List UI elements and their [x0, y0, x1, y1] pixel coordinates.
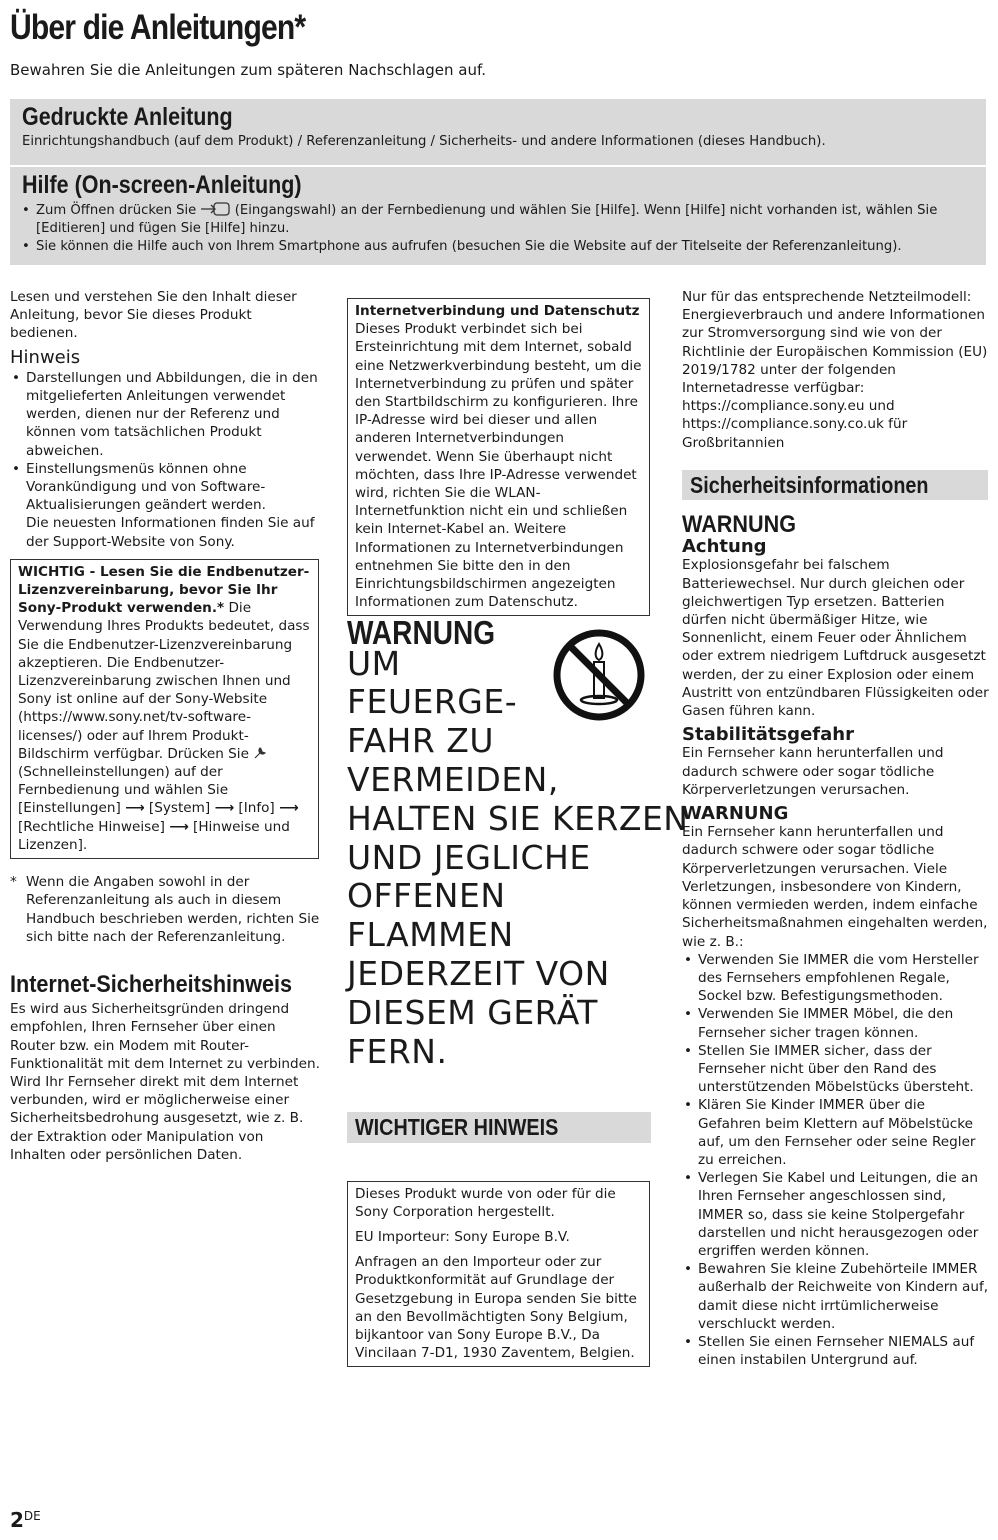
arrow-icon: ⟶: [279, 800, 299, 817]
hinweis-extra: Die neuesten Informationen finden Sie auf der Support-Website von Sony.: [26, 515, 315, 550]
eula-bold: WICHTIG - Lesen Sie die Endbenutzer-Lizenzvereinbarung, bevor Sie Ihr Sony-Produkt verwenden.*: [18, 563, 310, 617]
printed-manual-box: [10, 99, 986, 165]
arrow-icon: ⟶: [125, 800, 145, 817]
list-item: • Verwenden Sie IMMER die vom Hersteller des Fernsehers empfohlenen Regale, Sockel bzw. Befestigungsmethoden.: [682, 951, 990, 1006]
stability-heading: Stabilitätsgefahr: [682, 724, 854, 746]
privacy-heading: Internetverbindung und Datenschutz: [355, 303, 640, 319]
internet-security-heading: Internet-Sicherheitshinweis: [10, 970, 293, 998]
column-middle: [347, 298, 689, 1367]
important-notice-heading: WICHTIGER HINWEIS: [355, 1114, 559, 1141]
privacy-box: [347, 298, 650, 616]
footnote: * Wenn die Angaben sowohl in der Referenzanleitung als auch in diesem Handbuch beschrieben werden, richten Sie sich bitte nach der Referenzanleitung.: [10, 873, 320, 946]
list-item: • Darstellungen und Abbildungen, die in den mitgelieferten Anleitungen verwendet werden, dienen nur der Referenz und können vom tatsächlichen Produkt abweichen.: [10, 369, 320, 460]
internet-security-text: Es wird aus Sicherheitsgründen dringend empfohlen, Ihren Fernseher über einen Router bzw. ein Modem mit Router-Funktionalität mit dem Internet zu verbinden. Wird Ihr Fernseher direkt mit dem Internet verbunden, wird er möglicherweise einer Sicherheitsbedrohung ausgesetzt, wie z. B. der Extraktion oder Manipulation von Inhalten oder persönlichen Daten.: [10, 1001, 320, 1163]
quick-settings-icon: [253, 746, 267, 762]
warnung-heading: WARNUNG: [682, 511, 796, 539]
eula-text2: (Schnelleinstellungen) auf der Fernbedienung und wählen Sie: [18, 764, 229, 799]
column-left: [10, 288, 320, 1164]
column-right: [682, 288, 990, 1369]
eula-text: Die Verwendung Ihres Produkts bedeutet, dass Sie die Endbenutzer-Lizenzvereinbarung akzeptieren. Die Endbenutzer-Lizenzvereinbarung zwischen Ihnen und Sony ist online auf der Sony-Website (https://www.sony.net/tv-software-licenses/) oder auf Ihrem Produkt-Bildschirm verfügbar. Drücken Sie: [18, 600, 310, 762]
language-code: DE: [23, 1509, 41, 1523]
page-subtitle: Bewahren Sie die Anleitungen zum späteren Nachschlagen auf.: [10, 61, 486, 79]
notice-p1: Dieses Produkt wurde von oder für die Sony Corporation hergestellt.: [355, 1185, 616, 1220]
fire-warning-text: UM FEUERGE- FAHR ZU VERMEIDEN, HALTEN SIE KERZEN UND JEGLICHE OFFENEN FLAMMEN JEDERZEIT VON DIESEM GERÄT FERN.: [347, 643, 689, 1071]
list-item: • Stellen Sie IMMER sicher, dass der Fernseher nicht über den Rand des unterstützenden Möbelstücks übersteht.: [682, 1042, 990, 1097]
hinweis-list: [10, 369, 320, 515]
important-notice-box: [347, 1181, 650, 1368]
fire-warning: [347, 614, 689, 1094]
safety-heading: Sicherheitsinformationen: [690, 471, 929, 498]
important-notice-header: [347, 1112, 651, 1142]
list-item: • Klären Sie Kinder IMMER über die Gefahren beim Klettern auf Möbelstücke auf, um den Fernseher oder seine Regler zu erreichen.: [682, 1096, 990, 1169]
printed-manual-heading: Gedruckte Anleitung: [22, 103, 233, 131]
no-candle-icon: [552, 628, 646, 727]
safety-list: [682, 951, 990, 1370]
energy-text: Nur für das entsprechende Netzteilmodell: Energieverbrauch und andere Informationen zur Stromversorgung sind wie von der Richtlinie der Europäischen Kommission (EU) 2019/1782 unter der folgenden Internetadresse verfügbar: https://compliance.sony.eu und https://compliance.sony.co.uk für Großbritannien: [682, 289, 988, 451]
warnung2-heading: WARNUNG: [682, 803, 789, 825]
list-item: • Einstellungsmenüs können ohne Vorankündigung und von Software-Aktualisierungen geändert werden.: [10, 460, 320, 515]
help-item: • Sie können die Hilfe auch von Ihrem Smartphone aus aufrufen (besuchen Sie die Website auf der Titelseite der Referenzanleitung).: [22, 238, 974, 256]
safety-header: [682, 470, 988, 500]
list-item: • Stellen Sie einen Fernseher NIEMALS auf einen instabilen Untergrund auf.: [682, 1333, 990, 1369]
stability-text: Ein Fernseher kann herunterfallen und dadurch schwere oder sogar tödliche Körperverletzungen verursachen.: [682, 745, 944, 798]
arrow-icon: ⟶: [169, 818, 189, 835]
list-item: • Verwenden Sie IMMER Möbel, die den Fernseher sicher tragen können.: [682, 1005, 990, 1041]
intro-text: Lesen und verstehen Sie den Inhalt dieser Anleitung, bevor Sie dieses Produkt bedienen.: [10, 289, 297, 342]
page-title: Über die Anleitungen*: [10, 8, 306, 47]
eula-box: WICHTIG - Lesen Sie die Endbenutzer-Lizenzvereinbarung, bevor Sie Ihr Sony-Produkt verwenden.* Die Verwendung Ihres Produkts bedeutet, dass Sie die Endbenutzer-Lizenzvereinbarung akzeptieren. Die Endbenutzer-Lizenzvereinbarung zwischen Ihnen und Sony ist online auf der Sony-Website (https://www.sony.net/tv-software-licenses/) oder auf Ihrem Produkt-Bildschirm verfügbar. Drücken Sie (Schnelleinstellungen) auf der Fernbedienung und wählen Sie [Einstellungen] ⟶ [System] ⟶ [Info] ⟶ [Rechtliche Hinweise] ⟶ [Hinweise und Lizenzen].: [10, 559, 319, 859]
warnung2-text: Ein Fernseher kann herunterfallen und dadurch schwere oder sogar tödliche Körperverletzungen verursachen. Viele Verletzungen, insbesondere von Kindern, können vermieden werden, indem einfache Sicherheitsmaßnahmen eingehalten werden, wie z. B.:: [682, 824, 988, 950]
printed-manual-text: Einrichtungshandbuch (auf dem Produkt) / Referenzanleitung / Sicherheits- und andere Informationen (dieses Handbuch).: [22, 134, 826, 149]
arrow-icon: ⟶: [214, 800, 235, 817]
hinweis-heading: Hinweis: [10, 346, 81, 368]
help-heading: Hilfe (On-screen-Anleitung): [22, 171, 302, 199]
notice-p3: Anfragen an den Importeur oder zur Produktkonformität auf Grundlage der Gesetzgebung in Europa senden Sie bitte an den Bevollmächtigten Sony Belgium, bijkantoor van Sony Europe B.V., Da Vincilaan 7-D1, 1930 Zaventem, Belgien.: [355, 1254, 637, 1362]
privacy-text: Dieses Produkt verbindet sich bei Ersteinrichtung mit dem Internet, sobald eine Netzwerkverbindung besteht, um die Internetverbindung zu prüfen und später den Startbildschirm zu konfigurieren. Ihre IP-Adresse wird bei dieser und allen anderen Internetverbindungen verwendet. Wenn Sie überhaupt nicht möchten, dass Ihre IP-Adresse verwendet wird, richten Sie die WLAN-Internetfunktion nicht ein und schließen kein Internet-Kabel an. Weitere Informationen zu Internetverbindungen entnehmen Sie bitte den in den Einrichtungsbildschirmen angezeigten Informationen zum Datenschutz.: [355, 321, 642, 611]
page-number: 2DE: [10, 1508, 41, 1532]
list-item: • Verlegen Sie Kabel und Leitungen, die an Ihren Fernseher angeschlossen sind, IMMER so, dass sie keine Stolpergefahr darstellen und nicht herausgezogen oder ergriffen werden können.: [682, 1169, 990, 1260]
achtung-text: Explosionsgefahr bei falschem Batteriewechsel. Nur durch gleichen oder gleichwertigen Typ ersetzen. Batterien dürfen nicht übermäßiger Hitze, wie Sonnenlicht, einem Feuer oder Ähnlichem oder extrem niedrigem Luftdruck ausgesetzt werden, der zu einer Explosion oder einem Austritt von entzündbaren Flüssigkeiten oder Gasen führen kann.: [682, 557, 989, 720]
help-list: [22, 202, 974, 256]
list-item: • Bewahren Sie kleine Zubehörteile IMMER außerhalb der Reichweite von Kindern auf, damit diese nicht irrtümlicherweise verschluckt werden.: [682, 1260, 990, 1333]
help-box: [10, 167, 986, 265]
help-item: • Zum Öffnen drücken Sie (Eingangswahl) an der Fernbedienung und wählen Sie [Hilfe]. Wenn [Hilfe] nicht vorhanden ist, wählen Sie [Editieren] und fügen Sie [Hilfe] hinzu.: [22, 202, 974, 238]
fire-warning-heading: WARNUNG: [347, 614, 496, 652]
notice-p2: EU Importeur: Sony Europe B.V.: [355, 1229, 570, 1246]
input-select-icon: [201, 202, 231, 216]
achtung-heading: Achtung: [682, 536, 767, 558]
